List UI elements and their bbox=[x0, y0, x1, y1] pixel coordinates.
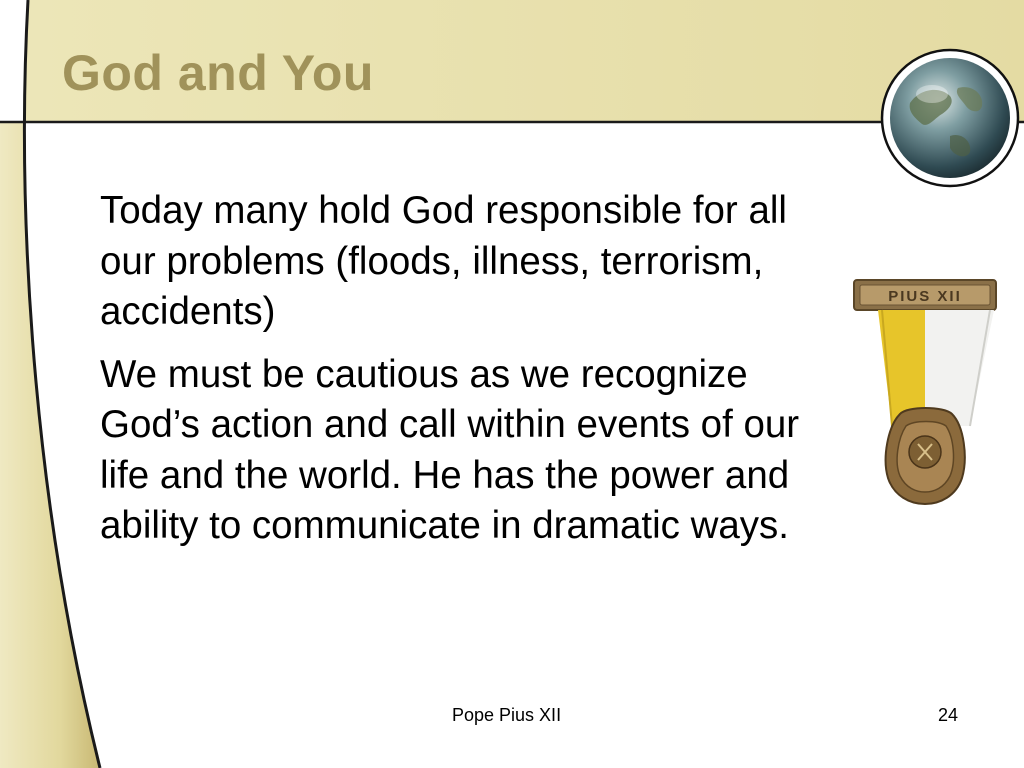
left-band bbox=[0, 122, 100, 768]
slide-body bbox=[100, 186, 800, 564]
slide-title: God and You bbox=[62, 45, 374, 101]
page-number: 24 bbox=[938, 705, 959, 725]
svg-text:PIUS XII: PIUS XII bbox=[888, 288, 962, 305]
body-paragraph-1: Today many hold God responsible for all our problems (floods, illness, terrorism, accidents) bbox=[100, 189, 787, 333]
pius-xii-medal-icon bbox=[852, 276, 998, 512]
globe-icon bbox=[880, 48, 1020, 188]
body-paragraph-2: We must be cautious as we recognize God’s action and call within events of our life and the world. He has the power and ability to communicate in dramatic ways. bbox=[100, 352, 800, 547]
footer-label: Pope Pius XII bbox=[452, 705, 562, 725]
